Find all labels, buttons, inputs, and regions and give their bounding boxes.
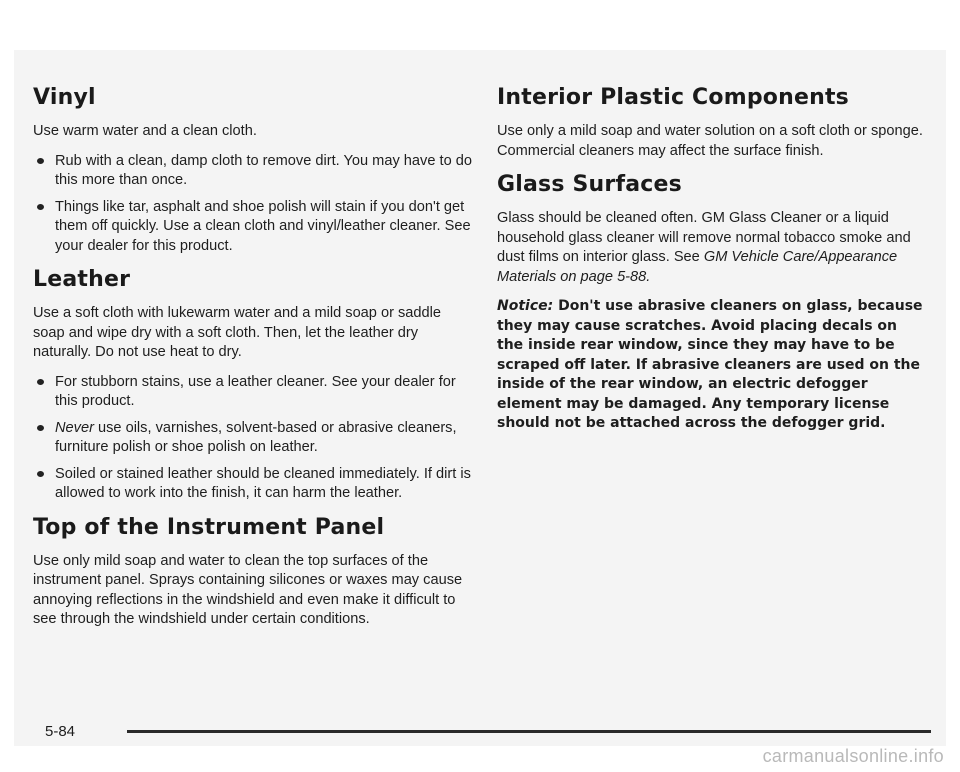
glass-body bbox=[497, 209, 923, 287]
right-column bbox=[497, 84, 923, 444]
vinyl-bullet-text: Rub with a clean, damp cloth to remove dirt. You may have to do this more than once. bbox=[55, 152, 472, 188]
interior-plastic-heading: Interior Plastic Components bbox=[497, 85, 849, 110]
leather-bullet-text: For stubborn stains, use a leather cleaner. See your dealer for this product. bbox=[55, 373, 456, 409]
glass-reference-link[interactable]: GM Vehicle Care/Appearance Materials on page 5-88. bbox=[497, 249, 898, 285]
interior-plastic-section bbox=[497, 84, 923, 161]
list-item bbox=[33, 198, 476, 257]
bullet-icon bbox=[37, 471, 44, 477]
leather-intro: Use a soft cloth with lukewarm water and a mild soap or saddle soap and wipe dry with a soft cloth. Then, let the leather dry naturally. Do not use heat to dry. bbox=[33, 305, 442, 360]
bullet-icon bbox=[37, 379, 44, 385]
interior-plastic-body: Use only a mild soap and water solution on a soft cloth or sponge. Commercial cleaners may affect the surface finish. bbox=[497, 123, 923, 159]
notice-text: Don't use abrasive cleaners on glass, because they may cause scratches. Avoid placing decals on the inside rear window, since they may have to be scraped off later. If abrasive cleaners are used on the inside of the rear window, an electric defogger element may be damaged. Any temporary license should not be attached across the defogger grid. bbox=[497, 298, 923, 431]
list-item bbox=[33, 373, 476, 412]
glass-heading: Glass Surfaces bbox=[497, 172, 682, 197]
bullet-icon bbox=[37, 204, 44, 210]
leather-bullet-text: Soiled or stained leather should be cleaned immediately. If dirt is allowed to work into the finish, it can harm the leather. bbox=[55, 465, 471, 501]
bullet-icon bbox=[37, 425, 44, 431]
vinyl-bullet-list bbox=[33, 152, 476, 257]
vinyl-intro: Use warm water and a clean cloth. bbox=[33, 123, 257, 139]
glass-section bbox=[497, 171, 923, 434]
list-item bbox=[33, 419, 476, 458]
leather-heading: Leather bbox=[33, 267, 131, 292]
list-item bbox=[33, 152, 476, 191]
leather-bullet-text: use oils, varnishes, solvent-based or abrasive cleaners, furniture polish or shoe polish on leather. bbox=[55, 419, 457, 455]
left-column bbox=[33, 84, 476, 640]
vinyl-heading: Vinyl bbox=[33, 85, 96, 110]
leather-bullet-emphasis: Never bbox=[55, 419, 94, 436]
vinyl-section bbox=[33, 84, 476, 256]
manual-page bbox=[14, 50, 946, 746]
bullet-icon bbox=[37, 158, 44, 164]
glass-body-text: Glass should be cleaned often. GM Glass Cleaner or a liquid household glass cleaner will remove normal tobacco smoke and dust films on interior glass. See bbox=[497, 210, 911, 265]
leather-section bbox=[33, 266, 476, 504]
watermark: carmanualsonline.info bbox=[762, 746, 944, 766]
notice-label: Notice: bbox=[497, 298, 554, 314]
page-number: 5-84 bbox=[45, 723, 76, 740]
vinyl-bullet-text: Things like tar, asphalt and shoe polish will stain if you don't get them off quickly. Use a clean cloth and vinyl/leather cleaner. See your dealer for this product. bbox=[55, 198, 471, 254]
list-item bbox=[33, 465, 476, 504]
instrument-panel-body: Use only mild soap and water to clean the top surfaces of the instrument panel. Sprays containing silicones or waxes may cause annoying reflections in the windshield and even make it difficult to see through the windshield under certain conditions. bbox=[33, 552, 463, 627]
instrument-panel-section bbox=[33, 514, 476, 630]
glass-notice bbox=[497, 297, 923, 434]
footer-rule bbox=[127, 730, 931, 733]
instrument-panel-heading: Top of the Instrument Panel bbox=[33, 514, 385, 540]
leather-bullet-list bbox=[33, 373, 476, 504]
